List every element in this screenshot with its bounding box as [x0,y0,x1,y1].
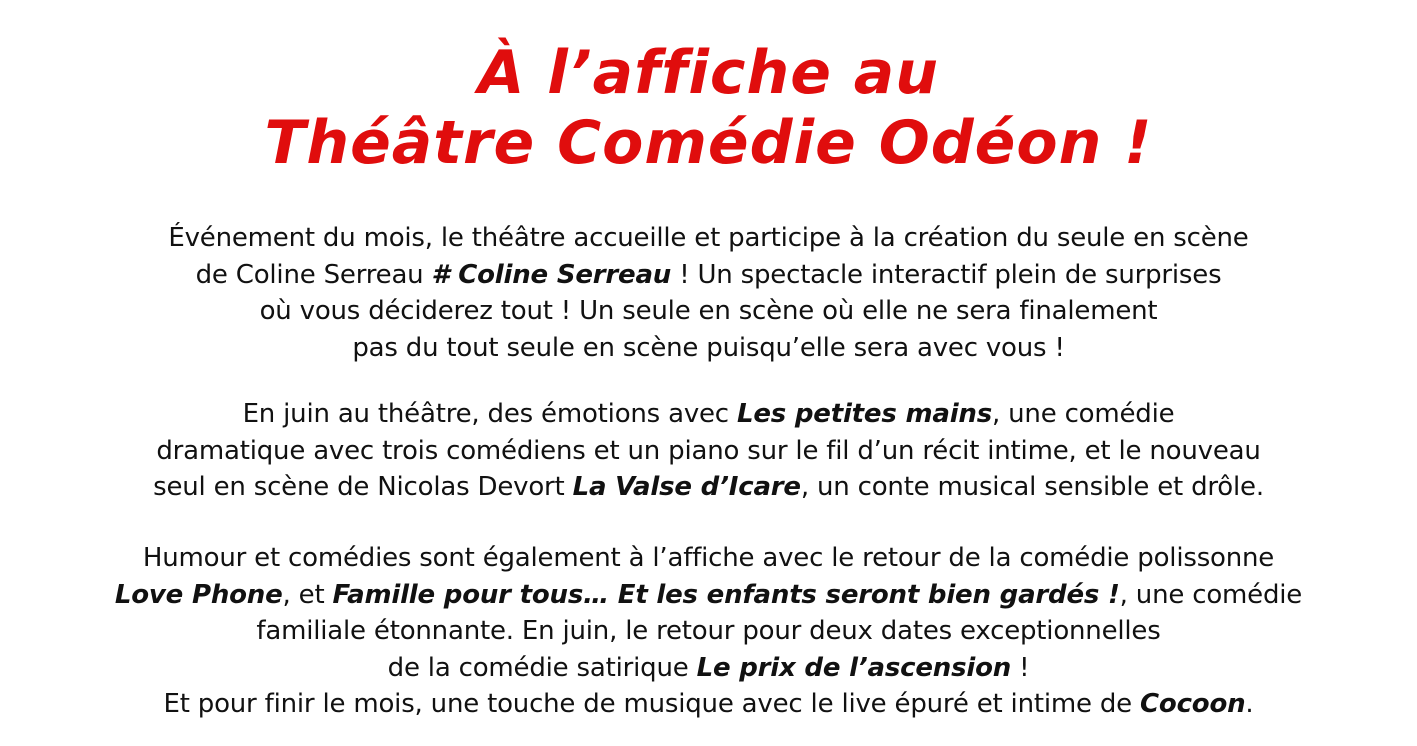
text-line: où vous déciderez tout ! Un seule en scène où elle ne sera finalement [259,296,1158,326]
text-line: Événement du mois, le théâtre accueille et participe à la création du seule en scène [168,223,1249,253]
text-line [0,577,1417,614]
text-segment: En juin au théâtre, des émotions avec [242,399,737,429]
text-segment: ! [1011,652,1030,683]
text-line [0,257,1417,294]
text-segment: . [1245,689,1254,719]
show-title-coline-serreau: # Coline Serreau [431,259,672,290]
text-line [0,650,1417,687]
paragraph-june-shows [0,396,1417,506]
show-title-famille-pour-tous: Famille pour tous… Et les enfants seront bien gardés ! [332,579,1120,610]
text-segment: de la comédie satirique [387,652,697,683]
text-line [0,469,1417,506]
text-line: familiale étonnante. En juin, le retour pour deux dates exceptionnelles [256,616,1161,646]
paragraph-coline-serreau [0,220,1417,366]
page-headline [0,38,1417,178]
text-line [0,396,1417,433]
paragraph-comedies [0,540,1417,723]
text-segment: , et [282,579,333,610]
text-segment: seul en scène de Nicolas Devort [153,472,573,502]
show-title-cocoon: Cocoon [1140,689,1246,719]
show-title-love-phone: Love Phone [114,579,283,610]
show-title-la-valse-d-icare: La Valse d’Icare [572,472,801,502]
text-line: Humour et comédies sont également à l’affiche avec le retour de la comédie polissonne [142,543,1275,573]
text-segment: ! Un spectacle interactif plein de surprises [671,259,1222,290]
headline-line-1: À l’affiche au [477,38,939,108]
text-line: dramatique avec trois comédiens et un piano sur le fil d’un récit intime, et le nouveau [156,435,1261,466]
text-line [0,686,1417,723]
text-segment: , un conte musical sensible et drôle. [800,472,1264,502]
text-segment: de Coline Serreau [195,259,432,290]
text-line: pas du tout seule en scène puisqu’elle sera avec vous ! [352,332,1065,363]
show-title-les-petites-mains: Les petites mains [736,399,993,429]
text-segment: Et pour finir le mois, une touche de musique avec le live épuré et intime de [163,689,1141,719]
show-title-le-prix-de-l-ascension: Le prix de l’ascension [696,652,1012,683]
text-segment: , une comédie [1119,579,1303,610]
text-segment: , une comédie [992,399,1175,429]
headline-line-2: Théâtre Comédie Odéon ! [264,108,1153,178]
